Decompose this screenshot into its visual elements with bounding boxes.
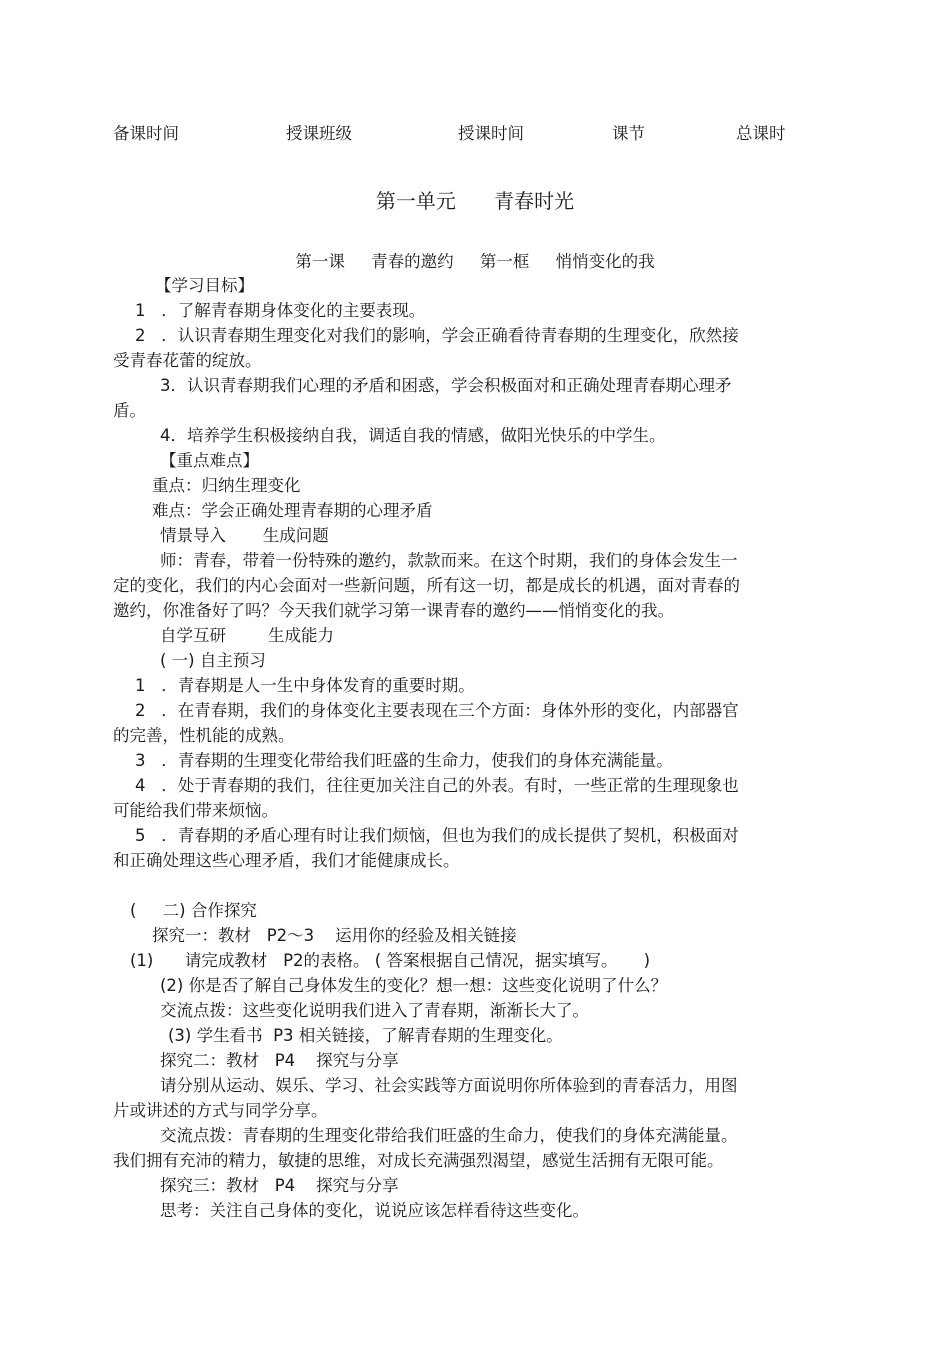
objective-line: 受青春花蕾的绽放。 [113, 351, 262, 370]
preview-line: 1 ．青春期是人一生中身体发育的重要时期。 [135, 676, 475, 695]
header-prep-time: 备课时间 [113, 124, 179, 143]
section-heading-objectives: 【学习目标】 [155, 276, 254, 295]
inquiry-line: 思考：关注自己身体的变化，说说应该怎样看待这些变化。 [160, 1201, 589, 1220]
section-heading-key-points: 【重点难点】 [160, 451, 259, 470]
inquiry-line: 交流点拨：这些变化说明我们进入了青春期，渐渐长大了。 [160, 1001, 589, 1020]
inquiry-line: 探究一：教材 P2～3 运用你的经验及相关链接 [152, 926, 517, 945]
unit-title: 第一单元 青春时光 [375, 189, 575, 213]
inquiry-line: 交流点拨：青春期的生理变化带给我们旺盛的生命力，使我们的身体充满能量。 [160, 1126, 738, 1145]
inquiry-line: 我们拥有充沛的精力，敏捷的思维，对成长充满强烈渴望，感觉生活拥有无限可能。 [113, 1151, 724, 1170]
preview-line: 可能给我们带来烦恼。 [113, 801, 278, 820]
objective-line: 4．培养学生积极接纳自我，调适自我的情感，做阳光快乐的中学生。 [160, 426, 666, 445]
inquiry-line: (2) 你是否了解自己身体发生的变化？想一想：这些变化说明了什么？ [160, 976, 668, 995]
paragraph-line: 师：青春，带着一份特殊的邀约，款款而来。在这个时期，我们的身体会发生一 [160, 551, 738, 570]
preview-line: 2 ．在青春期，我们的身体变化主要表现在三个方面：身体外形的变化，内部器官 [135, 701, 739, 720]
header-class: 授课班级 [286, 124, 352, 143]
subsection-heading: ( 一) 自主预习 [160, 651, 266, 670]
section-heading-intro: 情景导入 生成问题 [160, 526, 329, 545]
inquiry-line: 探究二：教材 P4 探究与分享 [160, 1051, 399, 1070]
preview-line: 3 ．青春期的生理变化带给我们旺盛的生命力，使我们的身体充满能量。 [135, 751, 673, 770]
lesson-title: 第一课 青春的邀约 第一框 悄悄变化的我 [295, 252, 655, 271]
key-point-line: 难点：学会正确处理青春期的心理矛盾 [152, 501, 433, 520]
inquiry-line: (3) 学生看书 P3 相关链接，了解青春期的生理变化。 [168, 1026, 563, 1045]
header-period: 课节 [612, 124, 645, 143]
key-point-line: 重点：归纳生理变化 [152, 476, 301, 495]
header-teach-time: 授课时间 [458, 124, 524, 143]
subsection-heading: ( 二) 合作探究 [130, 901, 257, 920]
objective-line: 2 ．认识青春期生理变化对我们的影响，学会正确看待青春期的生理变化，欣然接 [135, 326, 739, 345]
preview-line: 和正确处理这些心理矛盾，我们才能健康成长。 [113, 851, 460, 870]
objective-line: 3．认识青春期我们心理的矛盾和困惑，学会积极面对和正确处理青春期心理矛 [160, 376, 732, 395]
inquiry-line: 请分别从运动、娱乐、学习、社会实践等方面说明你所体验到的青春活力，用图 [160, 1076, 738, 1095]
inquiry-line: (1) 请完成教材 P2的表格。 ( 答案根据自己情况，据实填写。 ) [130, 951, 651, 970]
paragraph-line: 定的变化，我们的内心会面对一些新问题，所有这一切，都是成长的机遇，面对青春的 [113, 576, 740, 595]
section-heading-self-study: 自学互研 生成能力 [160, 626, 334, 645]
header-total-hours: 总课时 [736, 124, 786, 143]
preview-line: 5 ．青春期的矛盾心理有时让我们烦恼，但也为我们的成长提供了契机，积极面对 [135, 826, 739, 845]
paragraph-line: 邀约，你准备好了吗？今天我们就学习第一课青春的邀约——悄悄变化的我。 [113, 601, 674, 620]
objective-line: 盾。 [113, 401, 146, 420]
preview-line: 的完善，性机能的成熟。 [113, 726, 295, 745]
objective-line: 1 ．了解青春期身体变化的主要表现。 [135, 301, 426, 320]
inquiry-line: 片或讲述的方式与同学分享。 [113, 1101, 328, 1120]
inquiry-line: 探究三：教材 P4 探究与分享 [160, 1176, 399, 1195]
preview-line: 4 ．处于青春期的我们，往往更加关注自己的外表。有时，一些正常的生理现象也 [135, 776, 739, 795]
